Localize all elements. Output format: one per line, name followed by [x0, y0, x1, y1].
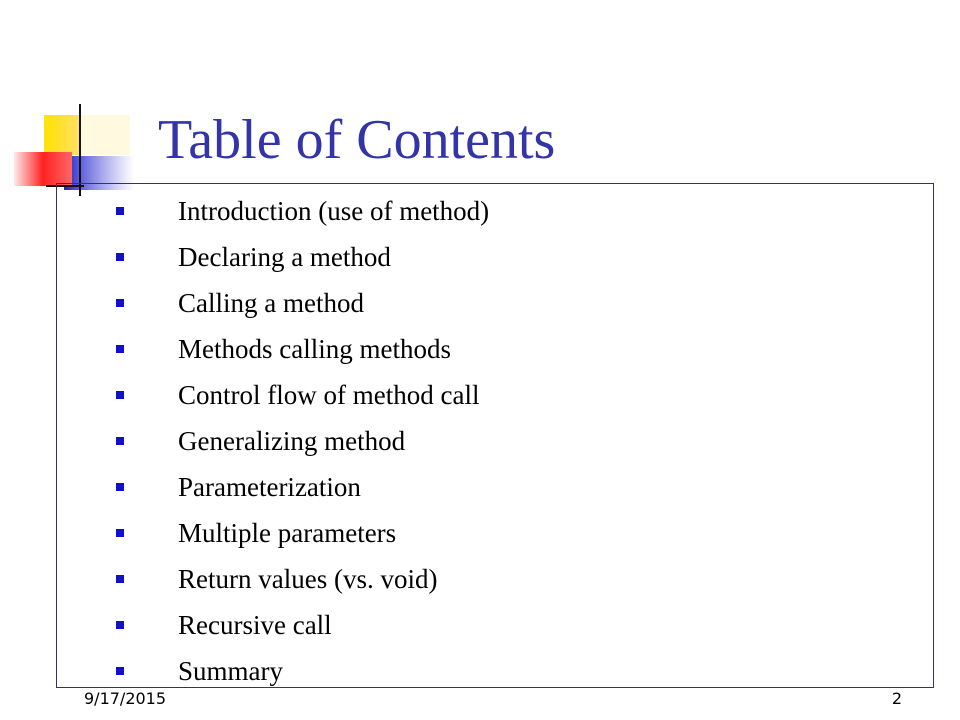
- footer-date: 9/17/2015: [84, 689, 167, 708]
- toc-item-label: Return values (vs. void): [178, 564, 438, 594]
- toc-item-label: Methods calling methods: [178, 334, 451, 364]
- decorative-corner-logo: [0, 0, 160, 200]
- square-bullet-icon: [116, 667, 124, 675]
- square-bullet-icon: [116, 529, 124, 537]
- square-bullet-icon: [116, 207, 124, 215]
- square-bullet-icon: [116, 391, 124, 399]
- square-bullet-icon: [116, 575, 124, 583]
- toc-item-label: Generalizing method: [178, 426, 406, 456]
- square-bullet-icon: [116, 437, 124, 445]
- toc-item-label: Recursive call: [178, 610, 332, 640]
- square-bullet-icon: [116, 483, 124, 491]
- square-bullet-icon: [116, 253, 124, 261]
- toc-item-label: Parameterization: [178, 472, 361, 502]
- footer-page-number: 2: [891, 689, 902, 708]
- slide-title: Table of Contents: [158, 109, 556, 171]
- toc-item-label: Declaring a method: [178, 242, 391, 272]
- toc-item-label: Control flow of method call: [178, 380, 480, 410]
- toc-item-label: Multiple parameters: [178, 518, 397, 548]
- toc-item-label: Calling a method: [178, 288, 364, 318]
- toc-item-label: Introduction (use of method): [178, 196, 490, 226]
- square-bullet-icon: [116, 345, 124, 353]
- square-bullet-icon: [116, 299, 124, 307]
- square-bullet-icon: [116, 621, 124, 629]
- toc-item-label: Summary: [178, 656, 283, 686]
